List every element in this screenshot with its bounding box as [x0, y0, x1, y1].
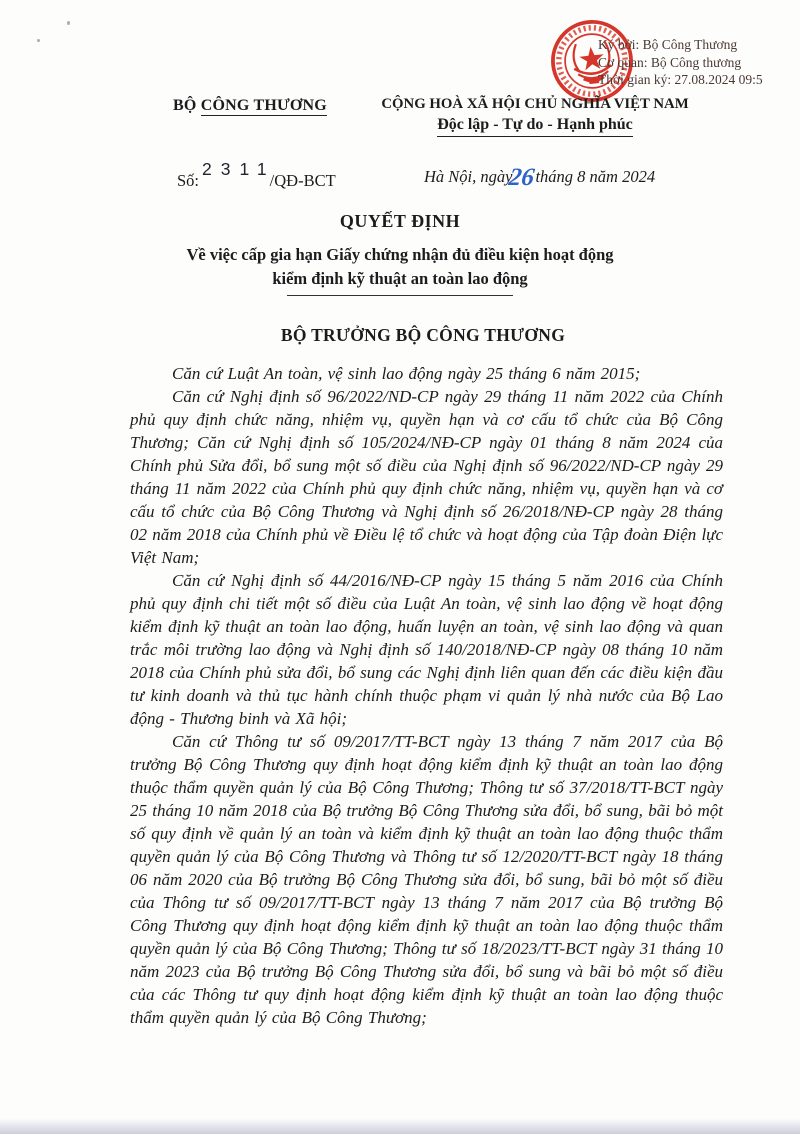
- signature-agency: Cơ quan: Bộ Công thương: [598, 54, 742, 70]
- scan-shadow: [0, 1118, 800, 1134]
- document-body: [130, 362, 723, 1029]
- subtitle-line2: kiểm định kỹ thuật an toàn lao động: [272, 269, 528, 288]
- date-suffix: tháng 8 năm 2024: [535, 167, 656, 186]
- subtitle-line1: Về việc cấp gia hạn Giấy chứng nhận đủ điều kiện hoạt động: [186, 245, 614, 264]
- subtitle-underline: [287, 295, 513, 296]
- signature-time: Thời gian ký: 27.08.2024 09:5: [598, 72, 763, 87]
- document-subtitle: [0, 243, 800, 291]
- national-motto-line1: CỘNG HOÀ XÃ HỘI CHỦ NGHĨA VIỆT NAM: [381, 96, 689, 112]
- document-number: [177, 159, 336, 191]
- legal-basis-paragraph: Căn cứ Nghị định số 96/2022/ND-CP ngày 29 tháng 11 năm 2022 của Chính phủ quy định chức năng, nhiệm vụ, quyền hạn và cơ cấu tổ chức của Bộ Công Thương; Căn cứ Nghị định số 105/2024/NĐ-CP ngày 01 tháng 8 năm 2024 của Chính phủ Sửa đổi, bổ sung một số điều của Nghị định số 96/2022/ND-CP ngày 29 tháng 11 năm 2022 của Chính phủ quy định chức năng, nhiệm vụ, quyền hạn và cơ cấu tổ chức của Bộ Công Thương và Nghị định số 26/2018/NĐ-CP ngày 28 tháng 02 năm 2018 của Chính phủ về Điều lệ tổ chức và hoạt động của Tập đoàn Điện lực Việt Nam;: [130, 387, 723, 567]
- doc-number-label: Số:: [177, 171, 200, 190]
- legal-basis-paragraph: Căn cứ Luật An toàn, vệ sinh lao động ngày 25 tháng 6 năm 2015;: [172, 364, 641, 383]
- issuer-heading: BỘ TRƯỞNG BỘ CÔNG THƯƠNG: [280, 325, 566, 345]
- ministry-name: CÔNG THƯƠNG: [200, 97, 327, 114]
- scan-speck: [67, 21, 70, 25]
- digital-signature-block: [598, 36, 800, 89]
- place-date-line: Hà Nội, ngày26tháng 8 năm 2024: [424, 164, 656, 191]
- legal-basis-paragraph: Căn cứ Nghị định số 44/2016/NĐ-CP ngày 15 tháng 5 năm 2016 của Chính phủ quy định chi tiết một số điều của Luật An toàn, vệ sinh lao động về hoạt động kiểm định kỹ thuật an toàn lao động, huấn luyện an toàn, vệ sinh lao động và quan trắc môi trường lao động và Nghị định số 140/2018/NĐ-CP ngày 08 tháng 10 năm 2018 của Chính phủ sửa đổi, bổ sung các Nghị định liên quan đến các điều kiện đầu tư kinh doanh và thủ tục hành chính thuộc phạm vi quản lý nhà nước của Bộ Lao động - Thương binh và Xã hội;: [130, 571, 723, 728]
- scan-speck: [37, 39, 40, 42]
- ministry-prefix: BỘ: [173, 97, 201, 114]
- doc-number-suffix: /QĐ-BCT: [269, 171, 336, 190]
- signature-signer: Ký bởi: Bộ Công Thương: [598, 37, 738, 52]
- issuing-ministry: [160, 97, 340, 115]
- national-heading: [372, 96, 698, 137]
- stamped-number: 2311: [202, 159, 276, 179]
- date-prefix: Hà Nội, ngày: [424, 167, 513, 186]
- national-motto-line2: Độc lập - Tự do - Hạnh phúc: [437, 116, 633, 137]
- document-title: QUYẾT ĐỊNH: [339, 211, 461, 231]
- legal-basis-paragraph: Căn cứ Thông tư số 09/2017/TT-BCT ngày 13 tháng 7 năm 2017 của Bộ trưởng Bộ Công Thương quy định hoạt động kiểm định kỹ thuật an toàn lao động thuộc thẩm quyền quản lý của Bộ Công Thương; Thông tư số 37/2018/TT-BCT ngày 25 tháng 10 năm 2018 của Bộ trưởng Bộ Công Thương sửa đổi, bổ sung, bãi bỏ một số quy định về quản lý an toàn và kiểm định kỹ thuật an toàn lao động thuộc thẩm quyền quản lý của Bộ Công Thương và Thông tư số 12/2020/TT-BCT ngày 18 tháng 06 năm 2020 của Bộ trưởng Bộ Công Thương sửa đổi, bổ sung, bãi bỏ một số điều của Thông tư số 09/2017/TT-BCT ngày 13 tháng 7 năm 2017 của Bộ trưởng Bộ Công Thương quy định hoạt động kiểm định kỹ thuật an toàn lao động thuộc thẩm quyền quản lý của Bộ Công Thương; Thông tư số 18/2023/TT-BCT ngày 31 tháng 10 năm 2023 của Bộ trưởng Bộ Công Thương sửa đổi, bổ sung và bãi bỏ một số điều của các Thông tư quy định hoạt động kiểm định kỹ thuật an toàn lao động thuộc thẩm quyền quản lý của Bộ Công Thương;: [130, 732, 723, 1027]
